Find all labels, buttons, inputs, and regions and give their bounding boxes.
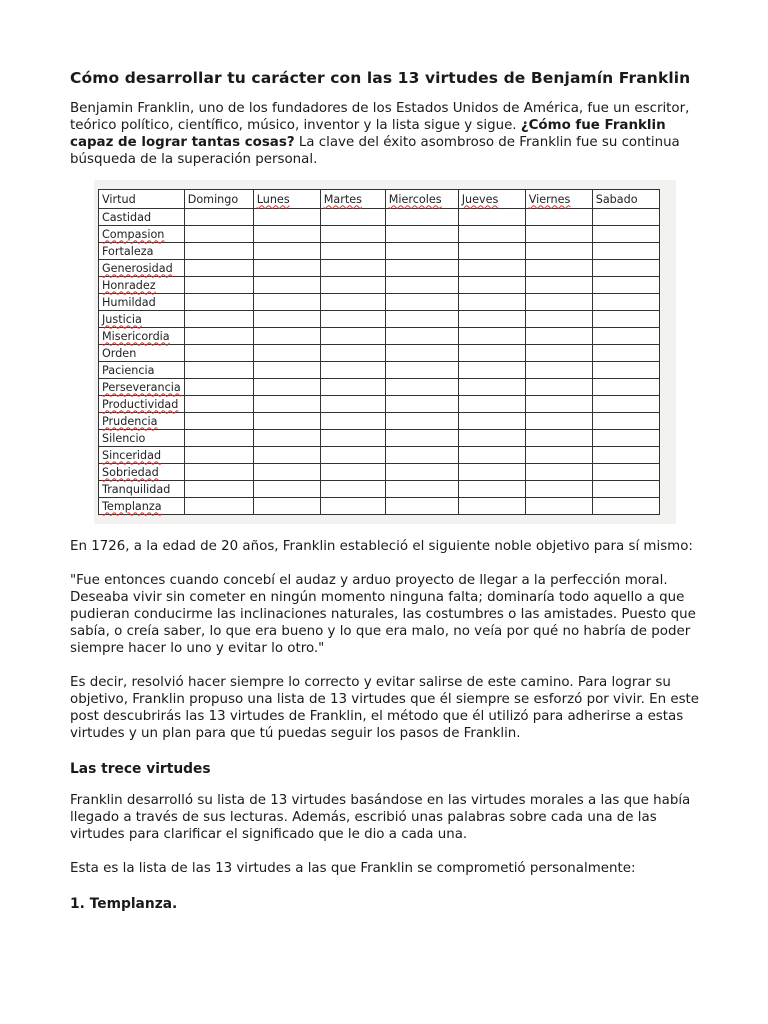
virtue-day-cell bbox=[253, 447, 320, 464]
virtue-day-cell bbox=[385, 413, 458, 430]
virtue-row-humildad bbox=[99, 294, 660, 311]
virtue-day-cell bbox=[458, 243, 525, 260]
virtue-day-cell bbox=[525, 464, 592, 481]
virtue-day-cell bbox=[592, 396, 659, 413]
virtue-day-cell bbox=[385, 345, 458, 362]
virtue-day-cell bbox=[385, 209, 458, 226]
virtue-row-orden bbox=[99, 345, 660, 362]
virtue-day-cell bbox=[184, 243, 253, 260]
virtue-day-cell bbox=[320, 243, 385, 260]
virtue-day-cell bbox=[525, 379, 592, 396]
virtue-day-cell bbox=[458, 311, 525, 328]
virtue-row-templanza bbox=[99, 498, 660, 515]
virtue-day-cell bbox=[253, 396, 320, 413]
virtue-day-cell bbox=[253, 362, 320, 379]
virtue-name: Tranquilidad bbox=[99, 481, 185, 498]
virtue-day-cell bbox=[525, 243, 592, 260]
virtue-day-cell bbox=[253, 379, 320, 396]
virtue-day-cell bbox=[458, 464, 525, 481]
virtue-name: Generosidad bbox=[99, 260, 185, 277]
virtue-day-cell bbox=[592, 226, 659, 243]
virtue-day-cell bbox=[385, 464, 458, 481]
virtue-day-cell bbox=[253, 260, 320, 277]
virtue-day-cell bbox=[525, 413, 592, 430]
virtue-day-cell bbox=[184, 311, 253, 328]
virtue-day-cell bbox=[253, 481, 320, 498]
virtue-day-cell bbox=[385, 362, 458, 379]
virtue-day-cell bbox=[184, 328, 253, 345]
virtue-day-cell bbox=[184, 209, 253, 226]
virtue-name: Compasion bbox=[99, 226, 185, 243]
virtue-day-cell bbox=[253, 498, 320, 515]
virtue-name: Templanza bbox=[99, 498, 185, 515]
virtue-day-cell bbox=[592, 413, 659, 430]
virtue-day-cell bbox=[458, 226, 525, 243]
virtue-day-cell bbox=[525, 447, 592, 464]
virtue-day-cell bbox=[320, 311, 385, 328]
virtue-day-cell bbox=[525, 362, 592, 379]
virtue-day-cell bbox=[253, 277, 320, 294]
virtue-day-cell bbox=[385, 226, 458, 243]
virtue-day-cell bbox=[320, 481, 385, 498]
virtue-day-cell bbox=[320, 447, 385, 464]
virtue-day-cell bbox=[253, 413, 320, 430]
virtue-row-prudencia bbox=[99, 413, 660, 430]
virtue-day-cell bbox=[320, 464, 385, 481]
virtue-day-cell bbox=[458, 396, 525, 413]
virtue-name: Paciencia bbox=[99, 362, 185, 379]
virtues-table-body bbox=[99, 209, 660, 515]
virtue-day-cell bbox=[592, 209, 659, 226]
virtue-day-cell bbox=[592, 379, 659, 396]
virtue-day-cell bbox=[385, 447, 458, 464]
virtue-day-cell bbox=[525, 396, 592, 413]
virtues-table-image bbox=[94, 180, 676, 524]
paragraph-1726: En 1726, a la edad de 20 años, Franklin estableció el siguiente noble objetivo para sí mismo: bbox=[70, 539, 693, 554]
virtue-day-cell bbox=[385, 430, 458, 447]
virtue-day-cell bbox=[184, 294, 253, 311]
virtue-day-cell bbox=[592, 430, 659, 447]
header-lunes: Lunes bbox=[253, 190, 320, 209]
virtue-day-cell bbox=[525, 481, 592, 498]
virtue-name: Justicia bbox=[99, 311, 185, 328]
virtue-day-cell bbox=[458, 260, 525, 277]
virtue-row-sinceridad bbox=[99, 447, 660, 464]
virtue-day-cell bbox=[458, 345, 525, 362]
paragraph-lista: Esta es la lista de las 13 virtudes a las que Franklin se comprometió personalmente: bbox=[70, 861, 636, 876]
paragraph-es-decir: Es decir, resolvió hacer siempre lo correcto y evitar salirse de este camino. Para lograr su objetivo, Franklin propuso una lista de 13 virtudes que él siempre se esforzó por vivir. En este post descubrirás las 13 virtudes de Franklin, el método que él utilizó para adherirse a estas virtudes y un plan para que tú puedas seguir los pasos de Franklin. bbox=[70, 675, 700, 741]
virtue-day-cell bbox=[592, 328, 659, 345]
virtue-row-misericordia bbox=[99, 328, 660, 345]
virtue-day-cell bbox=[385, 311, 458, 328]
virtue-day-cell bbox=[320, 379, 385, 396]
virtues-table-header-row bbox=[99, 190, 660, 209]
virtue-row-productividad bbox=[99, 396, 660, 413]
virtue-day-cell bbox=[458, 498, 525, 515]
virtue-day-cell bbox=[320, 362, 385, 379]
virtue-row-honradez bbox=[99, 277, 660, 294]
virtue-day-cell bbox=[525, 430, 592, 447]
virtue-day-cell bbox=[184, 260, 253, 277]
virtue-name: Sinceridad bbox=[99, 447, 185, 464]
virtue-day-cell bbox=[385, 498, 458, 515]
document-page bbox=[70, 66, 710, 914]
virtue-row-castidad bbox=[99, 209, 660, 226]
virtue-day-cell bbox=[184, 379, 253, 396]
intro-tail: La clave del éxito asombroso de Franklin fue su continua búsqueda de la superación personal. bbox=[70, 135, 680, 167]
virtue-row-paciencia bbox=[99, 362, 660, 379]
intro-text: Benjamin Franklin, uno de los fundadores de los Estados Unidos de América, fue un escritor, teórico político, científico, músico, inventor y la lista sigue y sigue. bbox=[70, 101, 690, 133]
virtue-day-cell bbox=[253, 328, 320, 345]
virtue-day-cell bbox=[385, 328, 458, 345]
intro-bold-question: ¿Cómo fue Franklin capaz de lograr tantas cosas? bbox=[70, 118, 666, 150]
list-item-templanza: 1. Templanza. bbox=[70, 896, 178, 912]
virtue-day-cell bbox=[458, 481, 525, 498]
virtue-name: Silencio bbox=[99, 430, 185, 447]
virtue-day-cell bbox=[592, 464, 659, 481]
virtue-day-cell bbox=[458, 209, 525, 226]
virtue-day-cell bbox=[525, 209, 592, 226]
virtue-day-cell bbox=[320, 345, 385, 362]
virtue-row-justicia bbox=[99, 311, 660, 328]
virtue-day-cell bbox=[320, 294, 385, 311]
virtue-day-cell bbox=[592, 362, 659, 379]
virtue-day-cell bbox=[592, 481, 659, 498]
virtue-day-cell bbox=[385, 260, 458, 277]
virtues-table bbox=[98, 189, 660, 515]
virtue-day-cell bbox=[592, 447, 659, 464]
virtue-day-cell bbox=[385, 379, 458, 396]
virtue-day-cell bbox=[458, 413, 525, 430]
virtue-name: Honradez bbox=[99, 277, 185, 294]
header-domingo: Domingo bbox=[184, 190, 253, 209]
virtue-day-cell bbox=[592, 260, 659, 277]
virtue-day-cell bbox=[525, 277, 592, 294]
virtue-day-cell bbox=[525, 294, 592, 311]
virtue-day-cell bbox=[253, 345, 320, 362]
virtue-day-cell bbox=[184, 464, 253, 481]
virtue-name: Humildad bbox=[99, 294, 185, 311]
virtue-day-cell bbox=[458, 430, 525, 447]
header-jueves: Jueves bbox=[458, 190, 525, 209]
virtue-day-cell bbox=[184, 447, 253, 464]
virtue-day-cell bbox=[458, 294, 525, 311]
virtue-day-cell bbox=[385, 277, 458, 294]
virtue-day-cell bbox=[320, 396, 385, 413]
header-miercoles: Miercoles bbox=[385, 190, 458, 209]
virtue-day-cell bbox=[320, 498, 385, 515]
virtue-day-cell bbox=[253, 243, 320, 260]
franklin-quote: "Fue entonces cuando concebí el audaz y arduo proyecto de llegar a la perfección moral. Deseaba vivir sin cometer en ningún momento ninguna falta; dominaría todo aquello a que pudieran conducirme las inclinaciones naturales, las costumbres o las amistades. Puesto que sabía, o creía saber, lo que era bueno y lo que era malo, no veía por qué no habría de poder siempre hacer lo uno y evitar lo otro." bbox=[70, 573, 696, 656]
virtue-name: Fortaleza bbox=[99, 243, 185, 260]
intro-paragraph bbox=[70, 100, 710, 168]
virtue-day-cell bbox=[385, 481, 458, 498]
virtue-day-cell bbox=[184, 362, 253, 379]
virtue-day-cell bbox=[184, 277, 253, 294]
virtue-day-cell bbox=[592, 294, 659, 311]
virtue-day-cell bbox=[525, 226, 592, 243]
virtue-name: Sobriedad bbox=[99, 464, 185, 481]
virtue-day-cell bbox=[385, 243, 458, 260]
virtue-name: Misericordia bbox=[99, 328, 185, 345]
virtue-day-cell bbox=[592, 277, 659, 294]
virtue-day-cell bbox=[525, 311, 592, 328]
virtue-name: Productividad bbox=[99, 396, 185, 413]
virtue-day-cell bbox=[525, 328, 592, 345]
header-martes: Martes bbox=[320, 190, 385, 209]
virtue-day-cell bbox=[592, 311, 659, 328]
virtue-day-cell bbox=[592, 243, 659, 260]
virtue-day-cell bbox=[253, 311, 320, 328]
virtue-day-cell bbox=[320, 260, 385, 277]
virtue-day-cell bbox=[253, 430, 320, 447]
virtue-day-cell bbox=[184, 396, 253, 413]
virtue-name: Orden bbox=[99, 345, 185, 362]
virtue-name: Perseverancia bbox=[99, 379, 185, 396]
virtue-day-cell bbox=[525, 345, 592, 362]
virtue-day-cell bbox=[184, 413, 253, 430]
virtue-day-cell bbox=[184, 430, 253, 447]
header-viernes: Viernes bbox=[525, 190, 592, 209]
virtue-day-cell bbox=[458, 447, 525, 464]
header-virtud: Virtud bbox=[99, 190, 185, 209]
virtue-row-compasion bbox=[99, 226, 660, 243]
virtue-day-cell bbox=[525, 260, 592, 277]
virtue-day-cell bbox=[184, 498, 253, 515]
virtue-day-cell bbox=[458, 277, 525, 294]
virtue-row-generosidad bbox=[99, 260, 660, 277]
virtue-day-cell bbox=[253, 294, 320, 311]
virtue-name: Castidad bbox=[99, 209, 185, 226]
virtue-day-cell bbox=[184, 345, 253, 362]
virtue-day-cell bbox=[320, 209, 385, 226]
virtue-day-cell bbox=[320, 328, 385, 345]
section-heading-trece-virtudes: Las trece virtudes bbox=[70, 761, 211, 777]
virtue-day-cell bbox=[253, 209, 320, 226]
virtue-day-cell bbox=[184, 481, 253, 498]
virtue-row-silencio bbox=[99, 430, 660, 447]
virtue-row-sobriedad bbox=[99, 464, 660, 481]
virtue-day-cell bbox=[592, 498, 659, 515]
virtue-day-cell bbox=[253, 464, 320, 481]
virtue-day-cell bbox=[320, 413, 385, 430]
virtue-name: Prudencia bbox=[99, 413, 185, 430]
virtue-day-cell bbox=[320, 277, 385, 294]
header-sabado: Sabado bbox=[592, 190, 659, 209]
virtue-day-cell bbox=[458, 379, 525, 396]
virtue-day-cell bbox=[184, 226, 253, 243]
virtue-day-cell bbox=[320, 226, 385, 243]
virtue-day-cell bbox=[385, 294, 458, 311]
article-title: Cómo desarrollar tu carácter con las 13 virtudes de Benjamín Franklin bbox=[70, 69, 691, 87]
virtue-row-fortaleza bbox=[99, 243, 660, 260]
virtue-day-cell bbox=[458, 328, 525, 345]
virtue-day-cell bbox=[525, 498, 592, 515]
virtue-day-cell bbox=[592, 345, 659, 362]
virtue-day-cell bbox=[458, 362, 525, 379]
virtue-day-cell bbox=[385, 396, 458, 413]
virtue-row-tranquilidad bbox=[99, 481, 660, 498]
virtue-day-cell bbox=[253, 226, 320, 243]
virtue-row-perseverancia bbox=[99, 379, 660, 396]
paragraph-desarrollo: Franklin desarrolló su lista de 13 virtudes basándose en las virtudes morales a las que había llegado a través de sus lecturas. Además, escribió unas palabras sobre cada una de las virtudes para clarificar el significado que le dio a cada una. bbox=[70, 793, 691, 842]
virtue-day-cell bbox=[320, 430, 385, 447]
